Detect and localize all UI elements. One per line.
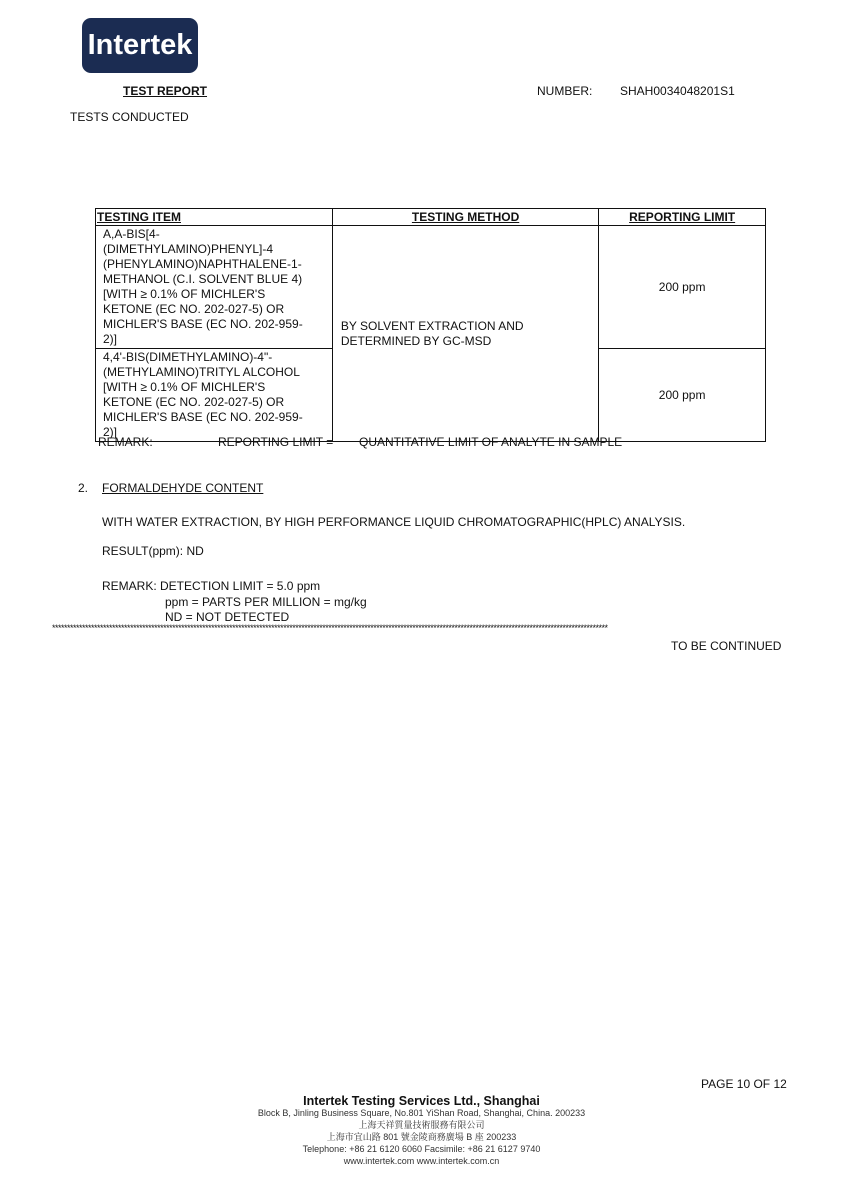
column-header: TESTING METHOD: [332, 209, 598, 226]
separator-line: *****************************************************************************************************************************************************************************************: [52, 624, 608, 633]
column-header: REPORTING LIMIT: [599, 209, 766, 226]
report-number-label: NUMBER:: [537, 84, 593, 98]
column-header: TESTING ITEM: [96, 209, 333, 226]
footer-web: www.intertek.com www.intertek.com.cn: [343, 1156, 500, 1166]
table-remark-value: QUANTITATIVE LIMIT OF ANALYTE IN SAMPLE: [359, 435, 623, 449]
section-method: WITH WATER EXTRACTION, BY HIGH PERFORMANCE LIQUID CHROMATOGRAPHIC(HPLC) ANALYSIS.: [102, 515, 686, 529]
table-header-row: [96, 209, 766, 226]
page-number: PAGE 10 OF 12: [701, 1077, 787, 1091]
footer-company-cn: 上海天祥質量技術服務有限公司: [358, 1120, 485, 1130]
continued-note: TO BE CONTINUED: [671, 639, 782, 653]
reporting-limit-cell: 200 ppm: [599, 226, 766, 349]
intertek-logo: Intertek: [82, 18, 198, 73]
testing-method-cell: BY SOLVENT EXTRACTION AND DETERMINED BY GC-MSD: [332, 226, 598, 442]
testing-table: [95, 208, 766, 442]
footer-address-en: Block B, Jinling Business Square, No.801 YiShan Road, Shanghai, China. 200233: [257, 1108, 586, 1118]
report-number-value: SHAH0034048201S1: [620, 84, 735, 98]
testing-item-cell: 4,4'-BIS(DIMETHYLAMINO)-4"- (METHYLAMINO)TRITYL ALCOHOL [WITH ≥ 0.1% OF MICHLER'S KETONE (EC NO. 202-027-5) OR MICHLER'S BASE (EC NO. 202-959- 2)]: [96, 349, 333, 442]
section-title: FORMALDEHYDE CONTENT: [102, 481, 264, 495]
table-remark-label: REMARK:: [98, 435, 153, 449]
testing-item-cell: A,A-BIS[4- (DIMETHYLAMINO)PHENYL]-4 (PHENYLAMINO)NAPHTHALENE-1- METHANOL (C.I. SOLVENT BLUE 4) [WITH ≥ 0.1% OF MICHLER'S KETONE (EC NO. 202-027-5) OR MICHLER'S BASE (EC NO. 202-959- 2)]: [96, 226, 333, 349]
section-number: 2.: [78, 481, 89, 495]
section-heading: TESTS CONDUCTED: [70, 110, 189, 124]
footer-address-cn: 上海市宜山路 801 號金陵商務廣場 B 座 200233: [326, 1132, 517, 1142]
table-row: [96, 226, 766, 349]
report-title: TEST REPORT: [123, 84, 208, 98]
footer-phone: Telephone: +86 21 6120 6060 Facsimile: +86 21 6127 9740: [302, 1144, 541, 1154]
footer-company: Intertek Testing Services Ltd., Shanghai: [303, 1094, 540, 1108]
section-remark-nd: ND = NOT DETECTED: [165, 610, 290, 624]
reporting-limit-cell: 200 ppm: [599, 349, 766, 442]
section-remark: REMARK: DETECTION LIMIT = 5.0 ppm: [102, 579, 321, 593]
section-result: RESULT(ppm): ND: [102, 544, 204, 558]
table-remark-key: REPORTING LIMIT =: [218, 435, 334, 449]
section-remark-ppm: ppm = PARTS PER MILLION = mg/kg: [165, 595, 367, 609]
